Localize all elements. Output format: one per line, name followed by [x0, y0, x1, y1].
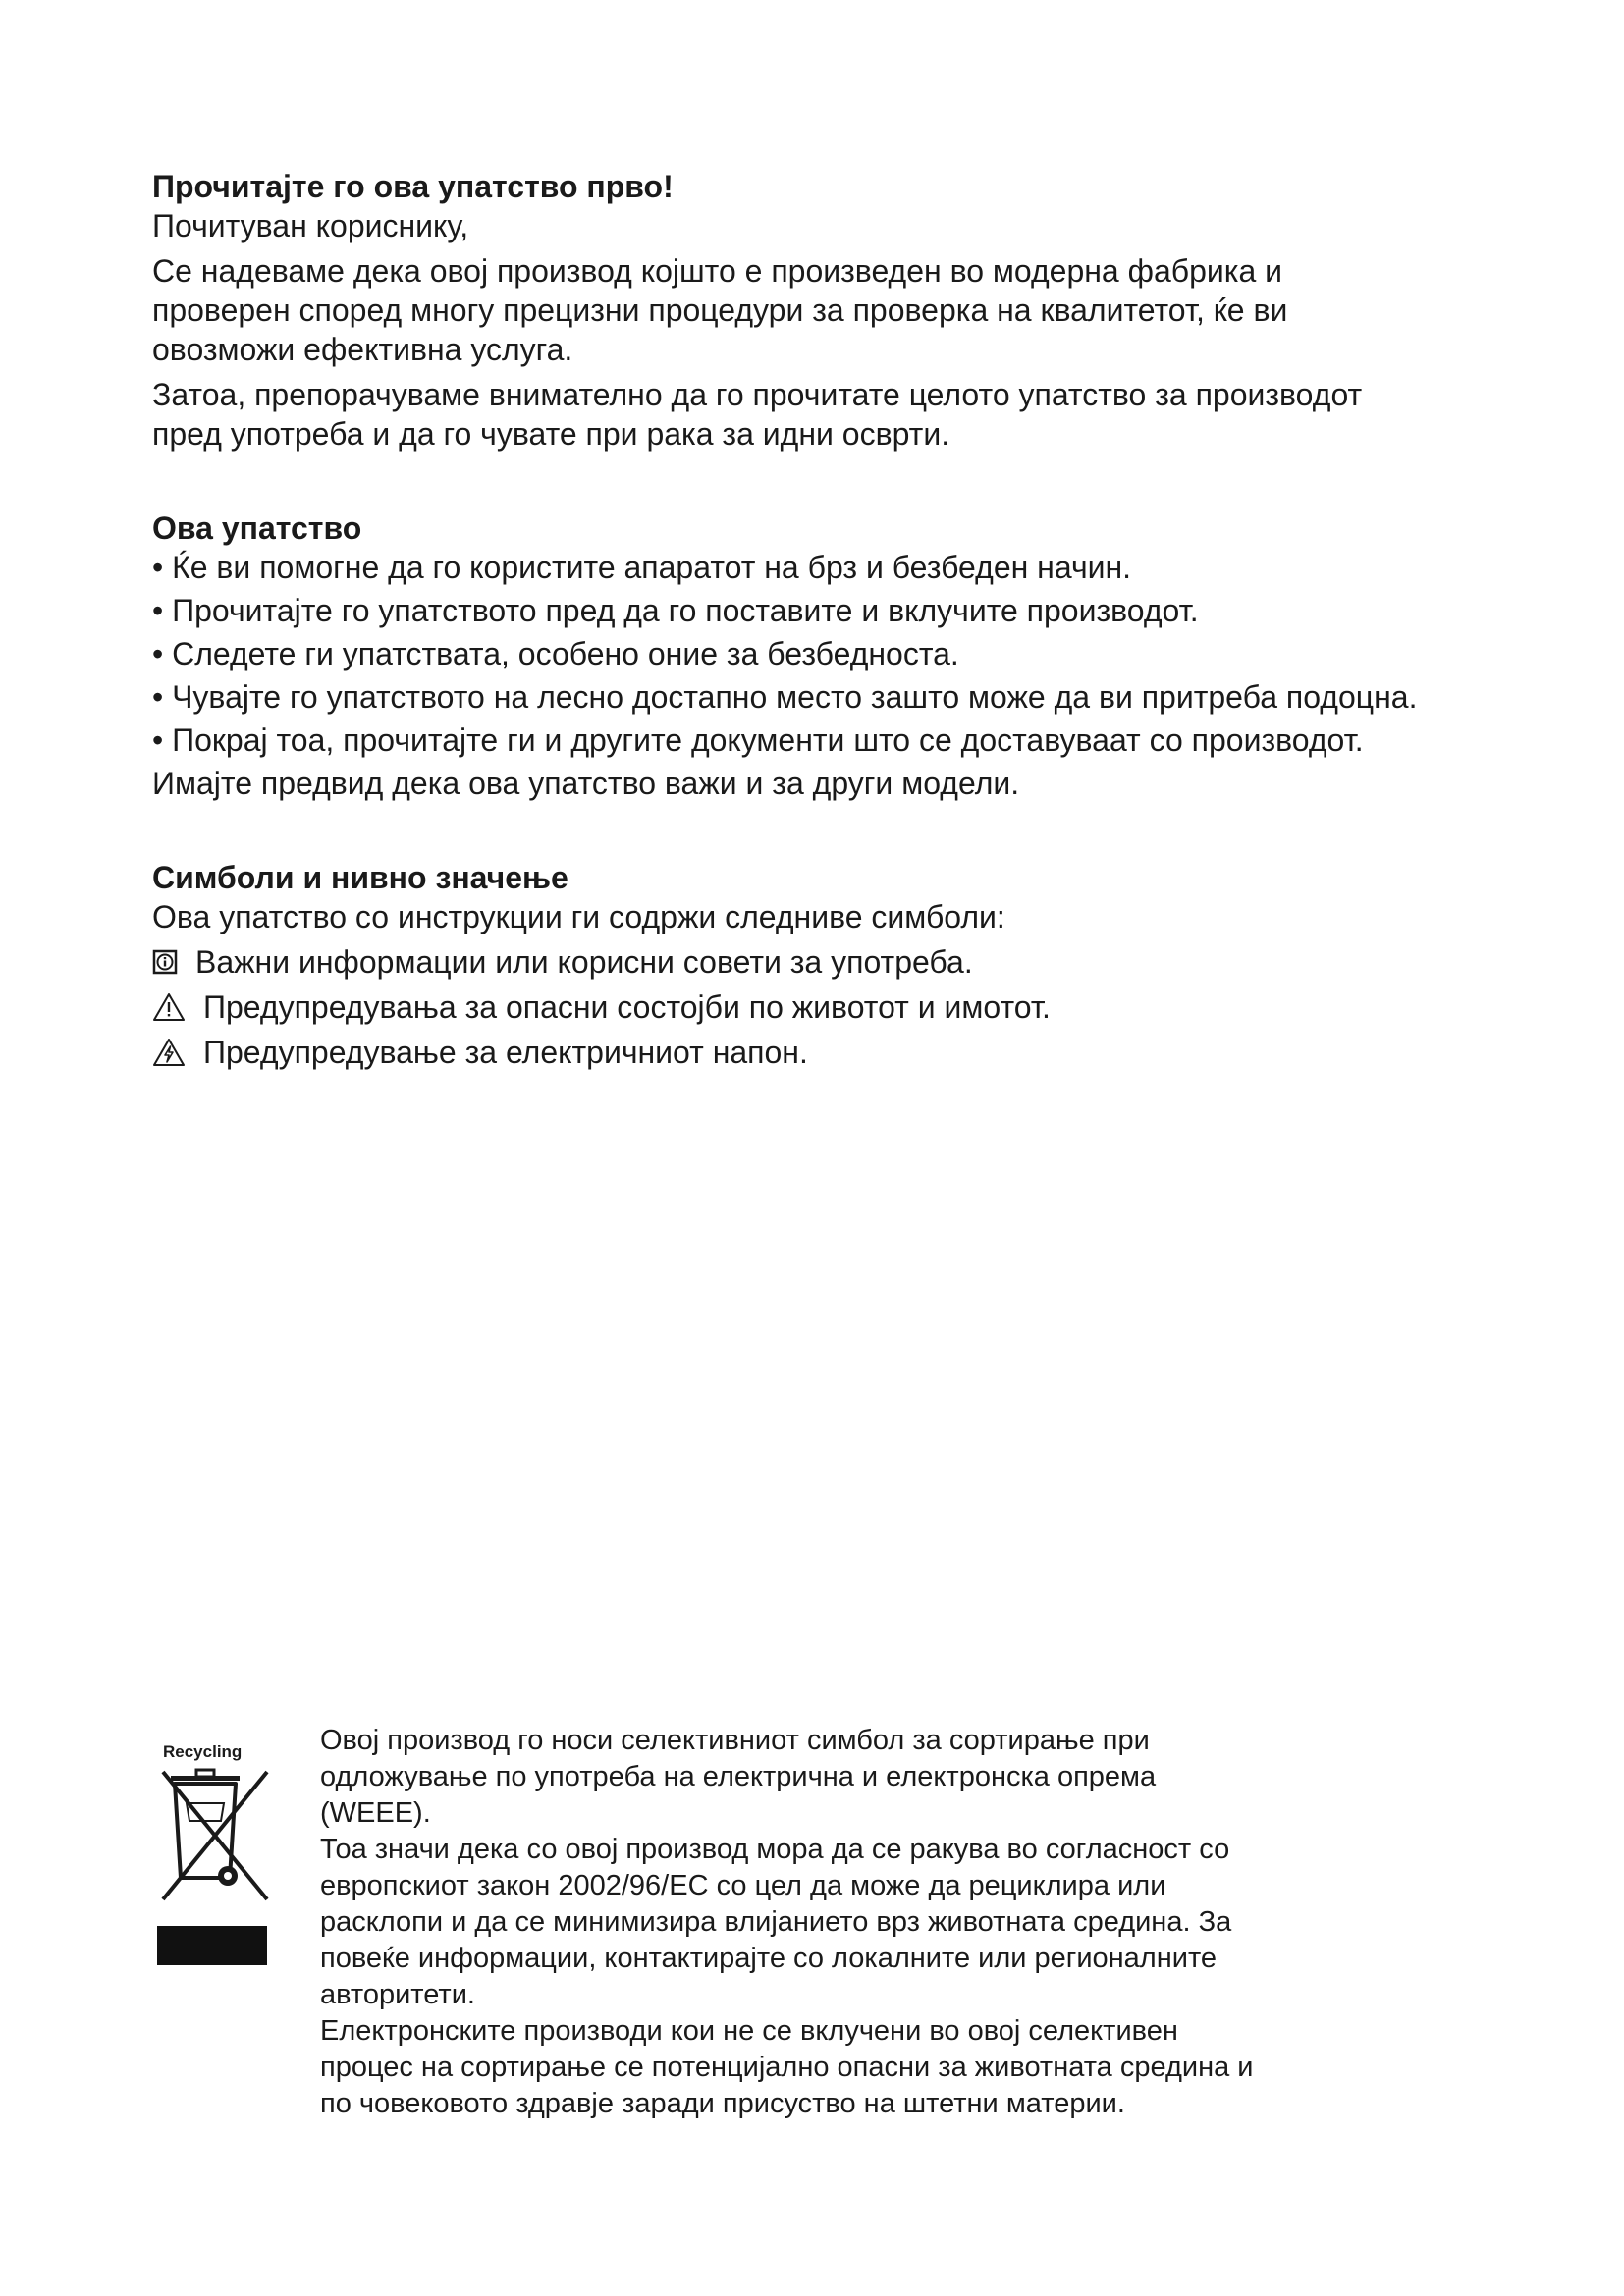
- intro-paragraph-2-line: пред употреба и да го чувате при рака за идни осврти.: [152, 416, 950, 452]
- weee-line: расклопи и да се минимизира влијанието врз животната средина. За: [320, 1906, 1232, 1938]
- symbols-title: Симболи и нивно значење: [152, 860, 568, 895]
- weee-line: по човековото здравје заради присуство на штетни материи.: [320, 2088, 1125, 2119]
- manual-bullet: • Следете ги упатствата, особено оние за безбедноста.: [152, 636, 959, 671]
- manual-section: [152, 508, 1527, 803]
- intro-paragraph-2: [152, 375, 1527, 454]
- warning-icon: [152, 992, 186, 1022]
- symbol-text: Предупредувања за опасни состојби по животот и имотот.: [203, 989, 1051, 1025]
- manual-bullet: • Прочитајте го упатството пред да го поставите и вклучите производот.: [152, 593, 1199, 628]
- info-icon: [152, 949, 178, 975]
- manual-title: Ова упатство: [152, 510, 362, 546]
- symbol-text: Важни информации или корисни совети за употреба.: [195, 944, 973, 980]
- electric-warning-icon: [152, 1038, 186, 1067]
- manual-note: Имајте предвид дека ова упатство важи и за други модели.: [152, 766, 1020, 801]
- symbol-row-warning: [152, 988, 1527, 1027]
- manual-bullet: • Покрај тоа, прочитајте ги и другите документи што се доставуваат со производот.: [152, 722, 1364, 758]
- weee-line: Тоа значи дека со овој производ мора да се ракува во согласност со: [320, 1834, 1230, 1865]
- intro-paragraph-1-line: Се надеваме дека овој производ којшто е произведен во модерна фабрика и: [152, 253, 1282, 289]
- manual-page: [152, 167, 1527, 1111]
- manual-bullet: • Чувајте го упатството на лесно достапно место зашто може да ви притреба подоцна.: [152, 679, 1418, 715]
- symbol-row-electric: [152, 1033, 1527, 1072]
- crossed-bin-icon: [157, 1762, 280, 1909]
- intro-section: [152, 167, 1527, 454]
- weee-black-bar: [157, 1926, 267, 1965]
- intro-title: Прочитајте го ова упатство прво!: [152, 169, 674, 204]
- weee-text: [320, 1723, 1498, 2122]
- weee-line: Овој производ го носи селективниот симбол за сортирање при: [320, 1725, 1150, 1756]
- symbols-section: [152, 858, 1527, 1072]
- weee-line: процес на сортирање се потенцијално опасни за животната средина и: [320, 2052, 1254, 2083]
- symbol-row-info: [152, 942, 1527, 982]
- greeting: Почитуван кориснику,: [152, 208, 469, 243]
- symbols-intro: Ова упатство со инструкции ги содржи следниве симболи:: [152, 899, 1005, 934]
- manual-bullet: • Ќе ви помогне да го користите апаратот на брз и безбеден начин.: [152, 550, 1132, 585]
- weee-logo: [157, 1742, 280, 1965]
- weee-line: Електронските производи кои не се вклучени во овој селективен: [320, 2015, 1178, 2047]
- recycling-label: Recycling: [163, 1742, 243, 1761]
- intro-paragraph-1: [152, 251, 1527, 369]
- weee-line: европскиот закон 2002/96/EC со цел да може да рециклира или: [320, 1870, 1166, 1901]
- intro-paragraph-1-line: проверен според многу прецизни процедури за проверка на квалитетот, ќе ви: [152, 293, 1288, 328]
- weee-line: повеќе информации, контактирајте со локалните или регионалните: [320, 1943, 1218, 1974]
- symbol-text: Предупредување за електричниот напон.: [203, 1035, 808, 1070]
- intro-paragraph-1-line: овозможи ефективна услуга.: [152, 332, 573, 367]
- intro-paragraph-2-line: Затоа, препорачуваме внимателно да го прочитате целото упатство за производот: [152, 377, 1363, 412]
- weee-line: одложување по употреба на електрична и електронска опрема: [320, 1761, 1157, 1792]
- weee-line: авторитети.: [320, 1979, 475, 2010]
- weee-line: (WEEE).: [320, 1797, 431, 1829]
